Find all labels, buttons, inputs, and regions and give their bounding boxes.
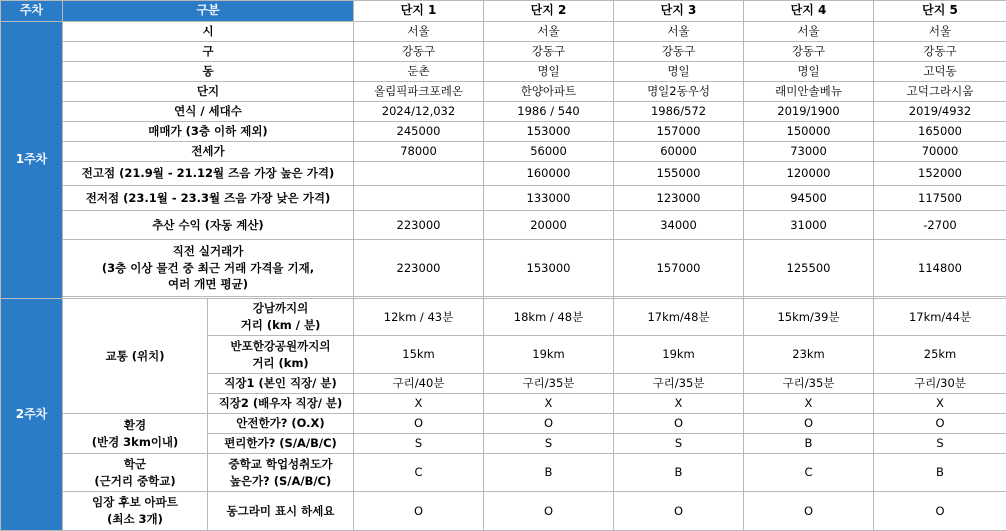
header-complex-2: 단지 2	[484, 1, 614, 22]
cell-prev-low-4[interactable]: 94500	[744, 186, 874, 211]
cell-job2-3[interactable]: X	[614, 394, 744, 414]
cell-prev-low-5[interactable]: 117500	[874, 186, 1006, 211]
cell-banpo-3[interactable]: 19km	[614, 336, 744, 374]
cell-banpo-5[interactable]: 25km	[874, 336, 1006, 374]
cell-candidate-2[interactable]: O	[484, 492, 614, 531]
row-school	[1, 454, 1006, 492]
cell-safe-3[interactable]: O	[614, 414, 744, 434]
header-complex-5: 단지 5	[874, 1, 1006, 22]
cell-job2-1[interactable]: X	[354, 394, 484, 414]
cell-complex-2[interactable]: 한양아파트	[484, 82, 614, 102]
cell-recent-2[interactable]: 153000	[484, 240, 614, 297]
label-recent-line-3: 여러 개면 평균)	[168, 277, 248, 291]
label-job2: 직장2 (배우자 직장/ 분)	[208, 394, 354, 414]
label-banpo	[208, 336, 354, 374]
cell-safe-4[interactable]: O	[744, 414, 874, 434]
cell-jeonse-4[interactable]: 73000	[744, 142, 874, 162]
label-candidate: 동그라미 표시 하세요	[208, 492, 354, 531]
cell-profit-4[interactable]: 31000	[744, 211, 874, 240]
header-category: 구분	[63, 1, 354, 22]
cell-prev-high-2[interactable]: 160000	[484, 162, 614, 186]
row-profit	[1, 211, 1006, 240]
label-gangnam	[208, 299, 354, 336]
cell-city-4[interactable]: 서울	[744, 22, 874, 42]
row-prev-high	[1, 162, 1006, 186]
cell-district-1[interactable]: 강동구	[354, 42, 484, 62]
cell-district-3[interactable]: 강동구	[614, 42, 744, 62]
cell-prev-low-3[interactable]: 123000	[614, 186, 744, 211]
cell-convenient-3[interactable]: S	[614, 434, 744, 454]
cell-recent-5[interactable]: 114800	[874, 240, 1006, 297]
cell-school-3[interactable]: B	[614, 454, 744, 492]
cell-banpo-4[interactable]: 23km	[744, 336, 874, 374]
label-banpo-line-1: 반포한강공원까지의	[231, 339, 331, 353]
row-safe	[1, 414, 1006, 434]
cell-job1-3[interactable]: 구리/35분	[614, 374, 744, 394]
label-dong: 동	[63, 62, 354, 82]
label-sale: 매매가 (3층 이하 제외)	[63, 122, 354, 142]
cell-dong-2[interactable]: 명일	[484, 62, 614, 82]
label-profit: 추산 수익 (자동 계산)	[63, 211, 354, 240]
header-week: 주차	[1, 1, 63, 22]
cell-convenient-2[interactable]: S	[484, 434, 614, 454]
cell-job1-4[interactable]: 구리/35분	[744, 374, 874, 394]
cell-sale-2[interactable]: 153000	[484, 122, 614, 142]
row-recent	[1, 240, 1006, 297]
cell-jeonse-3[interactable]: 60000	[614, 142, 744, 162]
cell-prev-low-2[interactable]: 133000	[484, 186, 614, 211]
cell-sale-3[interactable]: 157000	[614, 122, 744, 142]
row-year	[1, 102, 1006, 122]
cell-job2-5[interactable]: X	[874, 394, 1006, 414]
cell-school-1[interactable]: C	[354, 454, 484, 492]
row-dong	[1, 62, 1006, 82]
row-prev-low	[1, 186, 1006, 211]
week-1-label: 1주차	[1, 22, 63, 299]
cell-gangnam-2[interactable]: 18km / 48분	[484, 299, 614, 336]
cell-dong-5[interactable]: 고덕동	[874, 62, 1006, 82]
label-gangnam-line-2: 거리 (km / 분)	[241, 318, 321, 332]
header-complex-3: 단지 3	[614, 1, 744, 22]
label-convenient: 편리한가? (S/A/B/C)	[208, 434, 354, 454]
label-jeonse: 전세가	[63, 142, 354, 162]
cell-dong-4[interactable]: 명일	[744, 62, 874, 82]
cell-candidate-1[interactable]: O	[354, 492, 484, 531]
cell-school-2[interactable]: B	[484, 454, 614, 492]
week-2-label: 2주차	[1, 299, 63, 531]
group-candidate-line-2: (최소 3개)	[107, 512, 163, 526]
group-environment-line-2: (반경 3km이내)	[92, 435, 179, 449]
cell-jeonse-1[interactable]: 78000	[354, 142, 484, 162]
cell-dong-1[interactable]: 둔촌	[354, 62, 484, 82]
cell-prev-high-5[interactable]: 152000	[874, 162, 1006, 186]
row-district	[1, 42, 1006, 62]
cell-school-5[interactable]: B	[874, 454, 1006, 492]
cell-profit-1[interactable]: 223000	[354, 211, 484, 240]
cell-prev-high-1[interactable]	[354, 162, 484, 186]
label-city: 시	[63, 22, 354, 42]
group-school	[63, 454, 208, 492]
cell-complex-3[interactable]: 명일2동우성	[614, 82, 744, 102]
label-job1: 직장1 (본인 직장/ 분)	[208, 374, 354, 394]
group-candidate-line-1: 임장 후보 아파트	[92, 495, 178, 509]
cell-sale-5[interactable]: 165000	[874, 122, 1006, 142]
label-banpo-line-2: 거리 (km)	[252, 356, 308, 370]
header-row	[1, 1, 1006, 22]
header-complex-4: 단지 4	[744, 1, 874, 22]
header-complex-1: 단지 1	[354, 1, 484, 22]
cell-safe-2[interactable]: O	[484, 414, 614, 434]
cell-profit-5[interactable]: -2700	[874, 211, 1006, 240]
cell-district-2[interactable]: 강동구	[484, 42, 614, 62]
row-jeonse	[1, 142, 1006, 162]
group-school-line-1: 학군	[124, 457, 146, 471]
cell-convenient-5[interactable]: S	[874, 434, 1006, 454]
cell-year-5[interactable]: 2019/4932	[874, 102, 1006, 122]
label-year: 연식 / 세대수	[63, 102, 354, 122]
label-complex: 단지	[63, 82, 354, 102]
cell-jeonse-2[interactable]: 56000	[484, 142, 614, 162]
label-prev-high: 전고점 (21.9월 - 21.12월 즈음 가장 높은 가격)	[63, 162, 354, 186]
cell-complex-5[interactable]: 고덕그라시움	[874, 82, 1006, 102]
cell-city-1[interactable]: 서울	[354, 22, 484, 42]
row-city	[1, 22, 1006, 42]
label-school-line-2: 높은가? (S/A/B/C)	[230, 474, 332, 488]
cell-district-5[interactable]: 강동구	[874, 42, 1006, 62]
label-school-line-1: 중학교 학업성취도가	[229, 457, 333, 471]
label-recent-line-2: (3층 이상 물건 중 최근 거래 가격을 기재,	[102, 261, 314, 275]
cell-job1-1[interactable]: 구리/40분	[354, 374, 484, 394]
cell-job1-2[interactable]: 구리/35분	[484, 374, 614, 394]
cell-job2-2[interactable]: X	[484, 394, 614, 414]
label-recent-line-1: 직전 실거래가	[173, 244, 244, 258]
cell-year-1[interactable]: 2024/12,032	[354, 102, 484, 122]
cell-convenient-4[interactable]: B	[744, 434, 874, 454]
cell-prev-high-3[interactable]: 155000	[614, 162, 744, 186]
cell-jeonse-5[interactable]: 70000	[874, 142, 1006, 162]
cell-sale-1[interactable]: 245000	[354, 122, 484, 142]
group-environment-line-1: 환경	[124, 418, 146, 432]
cell-safe-5[interactable]: O	[874, 414, 1006, 434]
group-environment	[63, 414, 208, 454]
row-sale	[1, 122, 1006, 142]
cell-year-4[interactable]: 2019/1900	[744, 102, 874, 122]
cell-recent-4[interactable]: 125500	[744, 240, 874, 297]
cell-profit-2[interactable]: 20000	[484, 211, 614, 240]
cell-candidate-5[interactable]: O	[874, 492, 1006, 531]
cell-year-2[interactable]: 1986 / 540	[484, 102, 614, 122]
cell-safe-1[interactable]: O	[354, 414, 484, 434]
cell-complex-1[interactable]: 올림픽파크포레온	[354, 82, 484, 102]
cell-recent-1[interactable]: 223000	[354, 240, 484, 297]
cell-convenient-1[interactable]: S	[354, 434, 484, 454]
label-district: 구	[63, 42, 354, 62]
cell-profit-3[interactable]: 34000	[614, 211, 744, 240]
group-school-line-2: (근거리 중학교)	[94, 474, 175, 488]
cell-banpo-2[interactable]: 19km	[484, 336, 614, 374]
cell-banpo-1[interactable]: 15km	[354, 336, 484, 374]
cell-prev-high-4[interactable]: 120000	[744, 162, 874, 186]
cell-complex-4[interactable]: 래미안솔베뉴	[744, 82, 874, 102]
row-candidate	[1, 492, 1006, 531]
cell-city-5[interactable]: 서울	[874, 22, 1006, 42]
cell-prev-low-1[interactable]	[354, 186, 484, 211]
cell-dong-3[interactable]: 명일	[614, 62, 744, 82]
cell-gangnam-5[interactable]: 17km/44분	[874, 299, 1006, 336]
cell-city-3[interactable]: 서울	[614, 22, 744, 42]
label-safe: 안전한가? (O.X)	[208, 414, 354, 434]
cell-district-4[interactable]: 강동구	[744, 42, 874, 62]
cell-candidate-3[interactable]: O	[614, 492, 744, 531]
cell-recent-3[interactable]: 157000	[614, 240, 744, 297]
row-gangnam	[1, 299, 1006, 336]
cell-gangnam-1[interactable]: 12km / 43분	[354, 299, 484, 336]
cell-job2-4[interactable]: X	[744, 394, 874, 414]
cell-gangnam-3[interactable]: 17km/48분	[614, 299, 744, 336]
label-prev-low: 전저점 (23.1월 - 23.3월 즈음 가장 낮은 가격)	[63, 186, 354, 211]
label-gangnam-line-1: 강남까지의	[253, 301, 309, 315]
row-complex	[1, 82, 1006, 102]
group-candidate	[63, 492, 208, 531]
group-transport: 교통 (위치)	[63, 299, 208, 414]
cell-city-2[interactable]: 서울	[484, 22, 614, 42]
cell-sale-4[interactable]: 150000	[744, 122, 874, 142]
cell-year-3[interactable]: 1986/572	[614, 102, 744, 122]
cell-school-4[interactable]: C	[744, 454, 874, 492]
cell-candidate-4[interactable]: O	[744, 492, 874, 531]
label-recent	[63, 240, 354, 297]
label-school	[208, 454, 354, 492]
cell-gangnam-4[interactable]: 15km/39분	[744, 299, 874, 336]
cell-job1-5[interactable]: 구리/30분	[874, 374, 1006, 394]
